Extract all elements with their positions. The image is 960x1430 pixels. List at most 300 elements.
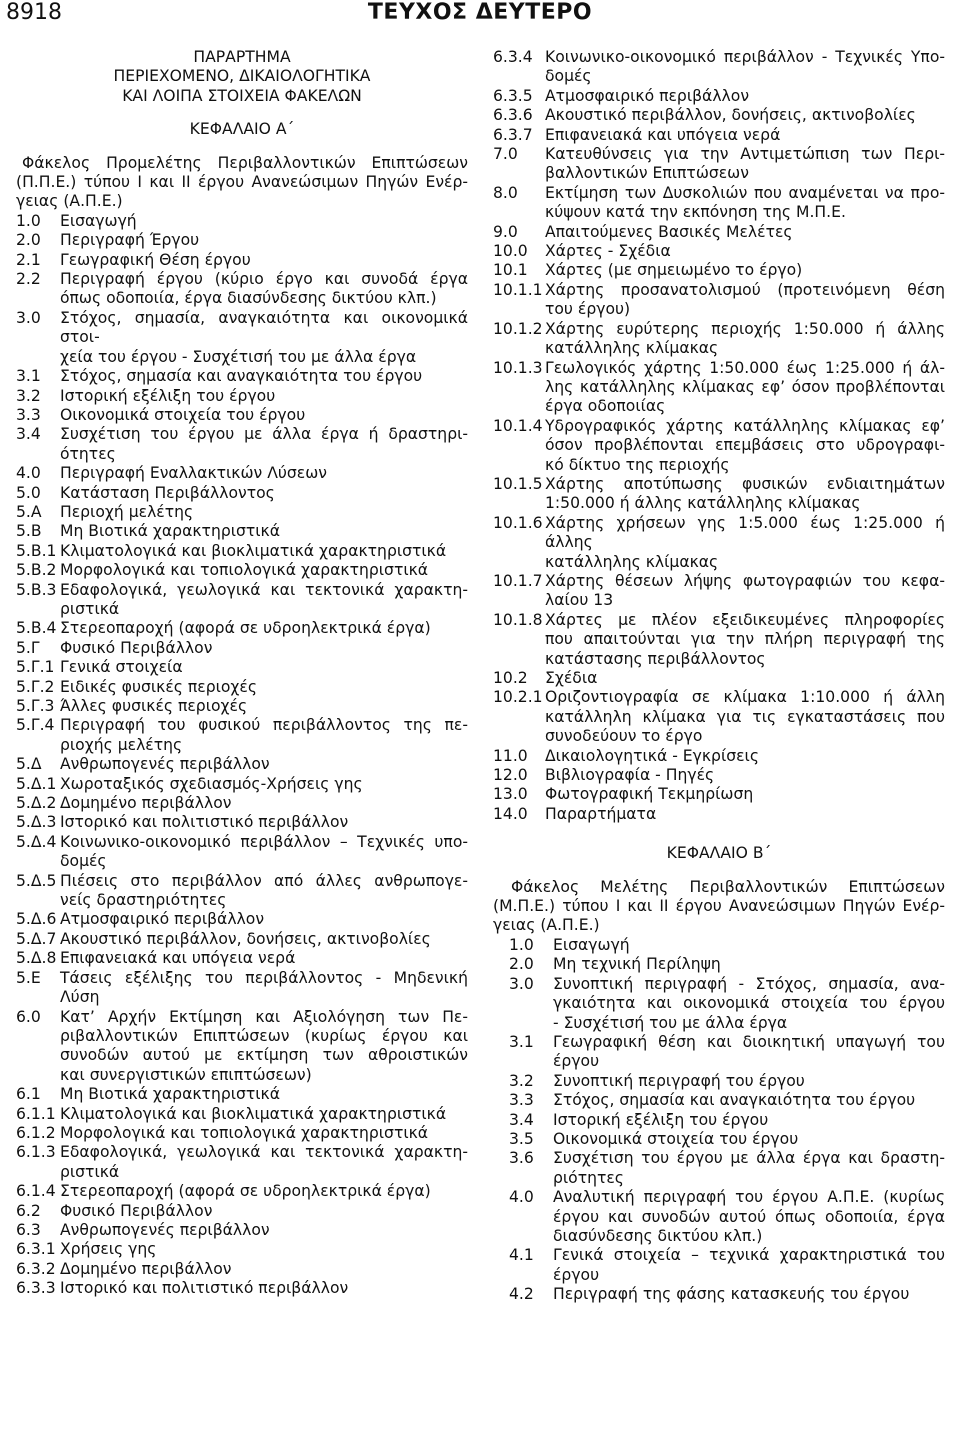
- toc-item-text: [60, 231, 468, 250]
- toc-item-number: 10.1.4: [493, 416, 543, 435]
- toc-item-line: κατάστασης περιβάλλοντος: [545, 649, 766, 668]
- toc-item-number: 3.3: [16, 405, 41, 424]
- toc-item-line: Επιφανειακά και υπόγεια νερά: [545, 125, 781, 144]
- toc-item-line: Κλιματολογικά και βιοκλιματικά χαρακτηριστικά: [60, 1104, 447, 1123]
- toc-item-number: 5.Δ: [16, 755, 42, 774]
- toc-item-line: Αναλυτική περιγραφή του έργου Α.Π.Ε. (κυρίως: [553, 1188, 945, 1207]
- toc-item-text: [60, 794, 468, 813]
- intro-line: (Μ.Π.Ε.) τύπου Ι και ΙΙ έργου Ανανεώσιμων Πηγών Ενέρ-: [493, 897, 945, 916]
- toc-item-number: 5.Γ.4: [16, 716, 55, 735]
- toc-item-text: [60, 716, 468, 755]
- toc-item-line: συνοδών αυτού με εκτίμηση των αθροιστικών: [60, 1046, 468, 1065]
- toc-item-number: 10.1.5: [493, 474, 543, 493]
- toc-item-number: 2.0: [16, 231, 41, 250]
- toc-item-line: Ιστορικό και πολιτιστικό περιβάλλον: [60, 1279, 349, 1298]
- toc-item-line: Ιστορική εξέλιξη του έργου: [60, 386, 276, 405]
- toc-item-line: δομές: [60, 852, 107, 871]
- toc-item-line: νείς δραστηριότητες: [60, 891, 227, 910]
- toc-item: [16, 910, 468, 929]
- toc-item: [493, 936, 945, 955]
- toc-item-text: [60, 1202, 468, 1221]
- toc-item-text: [60, 1105, 468, 1124]
- toc-item-line: Ακουστικό περιβάλλον, δονήσεις, ακτινοβολίες: [60, 929, 431, 948]
- toc-item-number: 5.Β.4: [16, 619, 57, 638]
- toc-item: [16, 1008, 468, 1086]
- toc-item-number: 5.Β: [16, 522, 42, 541]
- toc-item: [493, 320, 945, 359]
- toc-item-line: ριότητες: [553, 1168, 624, 1187]
- toc-item: [16, 1182, 468, 1201]
- toc-item-number: 10.1.3: [493, 358, 543, 377]
- toc-item-text: [60, 1221, 468, 1240]
- toc-item: [16, 755, 468, 774]
- toc-item: [16, 872, 468, 911]
- toc-item-line: δομές: [545, 67, 592, 86]
- toc-item-number: 6.2: [16, 1201, 41, 1220]
- toc-item-line: Ειδικές φυσικές περιοχές: [60, 677, 257, 696]
- toc-item-number: 5.0: [16, 483, 41, 502]
- toc-item-number: 2.1: [16, 250, 41, 269]
- toc-item-line: Γενικά στοιχεία: [60, 658, 183, 677]
- toc-item-line: Χάρτης χρήσεων γης 1:5.000 έως 1:25.000 ή άλλης: [545, 513, 945, 552]
- toc-item-line: Γεωγραφική θέση και διοικητική υπαγωγή του: [553, 1032, 945, 1051]
- toc-item: [16, 542, 468, 561]
- toc-item-number: 5.Δ.3: [16, 813, 57, 832]
- toc-item: [493, 1072, 945, 1091]
- toc-item-line: Δομημένο περιβάλλον: [60, 794, 232, 813]
- toc-item-line: Απαιτούμενες Βασικές Μελέτες: [545, 222, 793, 241]
- toc-item-number: 5.Β.2: [16, 561, 57, 580]
- toc-item-text: [60, 619, 468, 638]
- toc-item-number: 6.1.4: [16, 1182, 56, 1201]
- toc-item-line: Συσχέτιση του έργου με άλλα έργα και δραστη-: [553, 1149, 945, 1168]
- toc-item-number: 5.Δ.7: [16, 929, 57, 948]
- toc-item-line: Μη τεχνική Περίληψη: [553, 955, 721, 974]
- toc-item-line: Ιστορικό και πολιτιστικό περιβάλλον: [60, 813, 349, 832]
- toc-item-line: χεία του έργου - Συσχέτισή του με άλλα έργα: [60, 347, 417, 366]
- toc-item: [16, 270, 468, 309]
- toc-item-number: 6.3.3: [16, 1279, 56, 1298]
- toc-item: [16, 581, 468, 620]
- toc-item-line: Χάρτες - Σχέδια: [545, 242, 671, 261]
- toc-item-line: Περιγραφή Εναλλακτικών Λύσεων: [60, 464, 327, 483]
- toc-item-number: 5.Δ.8: [16, 949, 57, 968]
- intro-line: Φάκελος Μελέτης Περιβαλλοντικών Επιπτώσεων: [511, 877, 945, 896]
- toc-item-text: [553, 955, 945, 974]
- toc-item: [16, 484, 468, 503]
- toc-item: [16, 813, 468, 832]
- toc-item-line: Ιστορική εξέλιξη του έργου: [553, 1110, 769, 1129]
- toc-item-number: 10.1.2: [493, 319, 543, 338]
- toc-item-text: [60, 212, 468, 231]
- toc-item-number: 2.0: [509, 955, 534, 974]
- toc-item: [16, 619, 468, 638]
- toc-item-line: Οικονομικά στοιχεία του έργου: [60, 405, 306, 424]
- toc-item-line: διασύνδεσης δικτύου κλπ.): [553, 1226, 763, 1245]
- toc-item: [493, 1111, 945, 1130]
- toc-item-line: ότητες: [60, 444, 116, 463]
- toc-item-line: Κοινωνικο-οικονομικό περιβάλλον - Τεχνικές Υπο-: [545, 48, 945, 66]
- toc-item-line: Συσχέτιση του έργου με άλλα έργα ή δραστηρι-: [60, 425, 468, 444]
- toc-item-line: όσον προβλέπονται επεμβάσεις στο υδρογραφι-: [545, 436, 945, 455]
- toc-item-line: και συνεργιστικών επιπτώσεων): [60, 1065, 312, 1084]
- toc-item-line: κό δίκτυο της περιοχής: [545, 455, 730, 474]
- toc-item-line: ριβαλλοντικών Επιπτώσεων (κυρίως έργου και: [60, 1026, 468, 1045]
- toc-item-text: [553, 1188, 945, 1246]
- toc-item-text: [553, 936, 945, 955]
- toc-item: [493, 106, 945, 125]
- toc-item-number: 5.Γ.3: [16, 697, 55, 715]
- toc-item: [16, 697, 468, 716]
- intro-line: (Π.Π.Ε.) τύπου Ι και ΙΙ έργου Ανανεώσιμων Πηγών Ενέρ-: [16, 173, 468, 192]
- toc-item: [493, 87, 945, 106]
- toc-item-number: 10.1.6: [493, 513, 543, 532]
- toc-item: [16, 1124, 468, 1143]
- toc-item: [16, 387, 468, 406]
- toc-item-number: 4.0: [16, 464, 41, 483]
- toc-item-text: [60, 251, 468, 270]
- toc-item-line: Χρήσεις γης: [60, 1240, 157, 1259]
- page-header: [0, 0, 960, 26]
- toc-item-line: Κοινωνικο-οικονομικό περιβάλλον – Τεχνικές υπο-: [60, 832, 468, 851]
- chapter-a-heading: ΚΕΦΑΛΑΙΟ Α΄: [189, 120, 295, 139]
- toc-item: [16, 406, 468, 425]
- toc-item-number: 4.1: [509, 1246, 534, 1265]
- toc-item-text: [60, 406, 468, 425]
- toc-item-line: Συνοπτική περιγραφή - Στόχος, σημασία, ανα-: [553, 974, 945, 993]
- toc-item-line: - Συσχέτισή του με άλλα έργα: [553, 1013, 788, 1032]
- toc-item-number: 3.2: [16, 386, 41, 405]
- toc-item: [16, 678, 468, 697]
- toc-item-text: [60, 1143, 468, 1182]
- toc-item-line: Εισαγωγή: [553, 935, 630, 954]
- toc-item-line: Οριζοντιογραφία σε κλίμακα 1:10.000 ή άλλη: [545, 688, 945, 707]
- toc-item-line: Δικαιολογητικά - Εγκρίσεις: [545, 746, 759, 765]
- toc-item-line: όπως οδοποιία, έργα διασύνδεσης δικτύου κλπ.): [60, 289, 437, 308]
- toc-item-number: 2.2: [16, 270, 41, 289]
- toc-item-line: Ανθρωπογενές περιβάλλον: [60, 755, 270, 774]
- toc-item: [16, 639, 468, 658]
- toc-item: [16, 1105, 468, 1124]
- toc-item-text: [60, 813, 468, 832]
- toc-item-number: 5.Δ.1: [16, 774, 57, 793]
- toc-item-number: 5.Γ.1: [16, 658, 55, 677]
- toc-item-number: 13.0: [493, 785, 528, 804]
- toc-item-number: 6.1.2: [16, 1123, 56, 1142]
- toc-item-line: Παραρτήματα: [545, 804, 657, 823]
- toc-item-text: [60, 678, 468, 697]
- toc-item-number: 3.4: [509, 1110, 534, 1129]
- toc-item-number: 7.0: [493, 145, 518, 164]
- toc-item-text: [60, 639, 468, 658]
- toc-item: [493, 359, 945, 417]
- toc-item-line: ριστικά: [60, 1162, 120, 1181]
- toc-item-line: Περιοχή μελέτης: [60, 502, 194, 521]
- toc-item: [16, 794, 468, 813]
- toc-item-line: ριοχής μελέτης: [60, 735, 183, 754]
- intro-line: γειας (Α.Π.Ε.): [493, 916, 600, 935]
- toc-item-line: κατάλληλης κλίμακας: [545, 552, 719, 571]
- toc-item-text: [545, 805, 945, 824]
- toc-item-line: Χάρτες (με σημειωμένο το έργο): [545, 261, 803, 280]
- toc-item-line: έργου: [553, 1265, 600, 1284]
- toc-item: [16, 212, 468, 231]
- toc-item: [493, 955, 945, 974]
- toc-item-text: [60, 910, 468, 929]
- toc-item: [16, 1202, 468, 1221]
- intro-line: Φάκελος Προμελέτης Περιβαλλοντικών Επιπτώσεων: [22, 153, 468, 172]
- toc-item-line: Μη Βιοτικά χαρακτηριστικά: [60, 522, 281, 541]
- toc-item-text: [60, 658, 468, 677]
- toc-item-text: [60, 561, 468, 580]
- toc-item: [16, 1240, 468, 1259]
- annex-title: [16, 48, 468, 106]
- toc-item-number: 11.0: [493, 746, 528, 765]
- toc-item-line: Περιγραφή του φυσικού περιβάλλοντος της πε-: [60, 716, 468, 735]
- toc-item-line: έργου και συνοδών αυτού όπως οδοποιία, έργα: [553, 1207, 945, 1226]
- right-toc-list-b: [493, 936, 945, 1305]
- toc-item-text: [545, 572, 945, 611]
- toc-item-line: Χάρτης αποτύπωσης φυσικών ενδιαιτημάτων: [545, 474, 945, 493]
- toc-item-line: Φυσικό Περιβάλλον: [60, 1201, 213, 1220]
- toc-item-line: Ατμοσφαιρικό περιβάλλον: [545, 86, 750, 105]
- toc-item: [493, 281, 945, 320]
- toc-item-text: [545, 417, 945, 475]
- toc-item-number: 5.Γ.2: [16, 677, 55, 696]
- toc-item-number: 6.1: [16, 1085, 41, 1104]
- toc-item-number: 6.3.6: [493, 106, 533, 125]
- toc-item-line: Μορφολογικά και τοπιολογικά χαρακτηριστικά: [60, 561, 429, 580]
- toc-item-text: [60, 484, 468, 503]
- toc-item: [493, 1091, 945, 1110]
- toc-item-line: Ατμοσφαιρικό περιβάλλον: [60, 910, 265, 929]
- toc-item-line: Σχέδια: [545, 669, 598, 687]
- toc-item-number: 6.3.4: [493, 48, 533, 66]
- toc-item-line: Υδρογραφικός χάρτης κατάλληλης κλίμακας εφ’: [545, 416, 945, 435]
- right-column: [493, 48, 945, 1305]
- toc-item-line: κατάλληλης κλίμακας: [545, 339, 719, 358]
- toc-item-number: 10.2: [493, 669, 528, 687]
- toc-item: [493, 669, 945, 688]
- toc-item-text: [545, 145, 945, 184]
- toc-item: [493, 514, 945, 572]
- toc-item-number: 10.2.1: [493, 688, 543, 707]
- toc-item-line: Χάρτης ευρύτερης περιοχής 1:50.000 ή άλλης: [545, 319, 945, 338]
- chapter-b-intro: [493, 878, 945, 936]
- toc-item-line: Γεωλογικός χάρτης 1:50.000 έως 1:25.000 ή άλ-: [545, 358, 945, 377]
- annex-line: ΠΑΡΑΡΤΗΜΑ: [193, 48, 291, 66]
- toc-item: [16, 775, 468, 794]
- toc-item-line: Στόχος, σημασία και αναγκαιότητα του έργου: [60, 367, 423, 386]
- toc-item: [493, 1149, 945, 1188]
- toc-item-line: Περιγραφή έργου (κύριο έργο και συνοδά έργα: [60, 270, 468, 289]
- toc-item-line: Βιβλιογραφία - Πηγές: [545, 766, 715, 785]
- toc-item-text: [545, 611, 945, 669]
- toc-item-number: 10.0: [493, 242, 528, 261]
- toc-item: [493, 48, 945, 87]
- toc-item: [16, 658, 468, 677]
- toc-item-text: [553, 1246, 945, 1285]
- toc-item-line: Εδαφολογικά, γεωλογικά και τεκτονικά χαρακτη-: [60, 1143, 468, 1162]
- toc-item-text: [545, 87, 945, 106]
- toc-item-line: Χάρτες με πλέον εξειδικευμένες πληροφορίες: [545, 610, 945, 629]
- toc-item: [493, 975, 945, 1033]
- toc-item: [16, 231, 468, 250]
- toc-item: [16, 1260, 468, 1279]
- toc-item-number: 5.Δ.5: [16, 871, 57, 890]
- toc-item: [493, 1033, 945, 1072]
- toc-item-text: [60, 1085, 468, 1104]
- toc-item-line: Εκτίμηση των Δυσκολιών που αναμένεται να προ-: [545, 183, 945, 202]
- toc-item-line: Επιφανειακά και υπόγεια νερά: [60, 949, 296, 968]
- toc-item: [16, 1279, 468, 1298]
- toc-item-number: 10.1: [493, 261, 528, 280]
- toc-item: [16, 716, 468, 755]
- toc-item-line: Άλλες φυσικές περιοχές: [60, 697, 248, 715]
- toc-item-text: [545, 281, 945, 320]
- toc-item: [493, 242, 945, 261]
- toc-item-line: Μη Βιοτικά χαρακτηριστικά: [60, 1085, 281, 1104]
- toc-item-text: [545, 359, 945, 417]
- toc-item-text: [60, 503, 468, 522]
- toc-item-text: [60, 1240, 468, 1259]
- toc-item-line: κύψουν κατά την εκπόνηση της Μ.Π.Ε.: [545, 203, 846, 222]
- toc-item-line: Στόχος, σημασία και αναγκαιότητα του έργου: [553, 1091, 916, 1110]
- toc-item: [493, 126, 945, 145]
- toc-item: [16, 1085, 468, 1104]
- toc-item: [493, 611, 945, 669]
- toc-item-text: [60, 872, 468, 911]
- toc-item-line: Γεωγραφική Θέση έργου: [60, 250, 251, 269]
- toc-item-number: 3.5: [509, 1129, 534, 1148]
- toc-item-text: [60, 1182, 468, 1201]
- toc-item-text: [60, 969, 468, 1008]
- toc-item: [16, 251, 468, 270]
- toc-item-number: 6.3.2: [16, 1259, 56, 1278]
- toc-item-text: [545, 785, 945, 804]
- toc-item-text: [60, 949, 468, 968]
- toc-item-text: [60, 309, 468, 367]
- toc-item-text: [545, 475, 945, 514]
- toc-item-line: Γενικά στοιχεία – τεχνικά χαρακτηριστικά του: [553, 1246, 945, 1265]
- toc-item-number: 9.0: [493, 222, 518, 241]
- toc-item-text: [60, 775, 468, 794]
- toc-item-line: Χωροταξικός σχεδιασμός-Χρήσεις γης: [60, 774, 363, 793]
- toc-item-text: [553, 1285, 945, 1304]
- toc-item-number: 6.3.7: [493, 125, 533, 144]
- toc-item-number: 5.Β.1: [16, 541, 57, 560]
- toc-item: [16, 522, 468, 541]
- toc-item-number: 6.1.1: [16, 1104, 56, 1123]
- toc-item-number: 5.Δ.4: [16, 832, 57, 851]
- toc-item: [493, 223, 945, 242]
- toc-item-line: Κλιματολογικά και βιοκλιματικά χαρακτηριστικά: [60, 541, 447, 560]
- toc-item: [16, 464, 468, 483]
- toc-item-line: Μορφολογικά και τοπιολογικά χαρακτηριστικά: [60, 1123, 429, 1142]
- toc-item-line: Στερεοπαροχή (αφορά σε υδροηλεκτρικά έργα): [60, 619, 431, 638]
- toc-item-text: [60, 425, 468, 464]
- toc-item-line: Στόχος, σημασία, αναγκαιότητα και οικονομικά στοι-: [60, 308, 468, 347]
- toc-item-line: Κατευθύνσεις για την Αντιμετώπιση των Περι-: [545, 145, 945, 164]
- toc-item-line: Χάρτης θέσεων λήψης φωτογραφιών του κεφα-: [545, 571, 945, 590]
- toc-item-text: [60, 755, 468, 774]
- toc-item: [16, 833, 468, 872]
- toc-item: [16, 930, 468, 949]
- toc-item: [493, 688, 945, 746]
- annex-line: ΠΕΡΙΕΧΟΜΕΝΟ, ΔΙΚΑΙΟΛΟΓΗΤΙΚΑ: [113, 67, 371, 86]
- toc-item: [16, 1143, 468, 1182]
- toc-item: [493, 1130, 945, 1149]
- toc-item-number: 6.0: [16, 1007, 41, 1026]
- toc-item-text: [553, 975, 945, 1033]
- toc-item-text: [60, 387, 468, 406]
- toc-item-line: βαλλοντικών Επιπτώσεων: [545, 164, 749, 183]
- toc-item-line: Πιέσεις στο περιβάλλον από άλλες ανθρωπογε-: [60, 871, 468, 890]
- toc-item-line: 1:50.000 ή άλλης κατάλληλης κλίμακας: [545, 494, 861, 513]
- toc-item-text: [545, 126, 945, 145]
- toc-item: [493, 766, 945, 785]
- toc-item-text: [553, 1111, 945, 1130]
- left-column: [16, 48, 468, 1299]
- toc-item-text: [60, 930, 468, 949]
- toc-item: [16, 969, 468, 1008]
- toc-item-text: [545, 48, 945, 87]
- toc-item-number: 10.1.1: [493, 280, 543, 299]
- toc-item-line: Χάρτης προσανατολισμού (προτεινόμενη θέση: [545, 280, 945, 299]
- issue-title: ΤΕΥΧΟΣ ΔΕΥΤΕΡΟ: [367, 0, 593, 25]
- toc-item-text: [545, 320, 945, 359]
- toc-item-line: Οικονομικά στοιχεία του έργου: [553, 1129, 799, 1148]
- toc-item-line: Εισαγωγή: [60, 211, 137, 230]
- toc-item-number: 4.0: [509, 1188, 534, 1207]
- toc-item-text: [553, 1033, 945, 1072]
- toc-item-number: 6.3.1: [16, 1240, 56, 1259]
- toc-item-number: 3.0: [16, 308, 41, 327]
- toc-item: [493, 261, 945, 280]
- toc-item-line: γκαιότητα και οικονομικά στοιχεία του έργου: [553, 994, 945, 1013]
- toc-item-text: [545, 261, 945, 280]
- toc-item-number: 10.1.8: [493, 610, 543, 629]
- toc-item-line: Κατ’ Αρχήν Εκτίμηση και Αξιολόγηση των Πε-: [60, 1007, 468, 1026]
- toc-item: [493, 475, 945, 514]
- toc-item-line: Ανθρωπογενές περιβάλλον: [60, 1220, 270, 1239]
- page-number: 8918: [6, 0, 62, 25]
- toc-item-text: [553, 1130, 945, 1149]
- toc-item-text: [545, 106, 945, 125]
- toc-item-number: 5.Δ.2: [16, 794, 57, 813]
- toc-item: [16, 1221, 468, 1240]
- toc-item-line: συνοδεύουν το έργο: [545, 727, 703, 746]
- toc-item-text: [545, 747, 945, 766]
- toc-item: [16, 949, 468, 968]
- toc-item-text: [545, 514, 945, 572]
- toc-item-number: 3.2: [509, 1071, 534, 1090]
- toc-item-number: 12.0: [493, 766, 528, 785]
- toc-item-number: 1.0: [16, 211, 41, 230]
- toc-item-line: λης κατάλληλης κλίμακας εφ’ όσον προβλέπονται: [545, 377, 945, 396]
- toc-item-number: 5.Α: [16, 502, 42, 521]
- toc-item: [493, 1188, 945, 1246]
- toc-item: [493, 572, 945, 611]
- toc-item-text: [553, 1149, 945, 1188]
- toc-item-number: 4.2: [509, 1285, 534, 1304]
- toc-item-line: Περιγραφή της φάσης κατασκευής του έργου: [553, 1285, 910, 1304]
- toc-item-number: 1.0: [509, 935, 534, 954]
- toc-item-line: του έργου): [545, 300, 631, 319]
- toc-item: [16, 561, 468, 580]
- toc-item-text: [60, 464, 468, 483]
- toc-item-line: Περιγραφή Έργου: [60, 231, 200, 250]
